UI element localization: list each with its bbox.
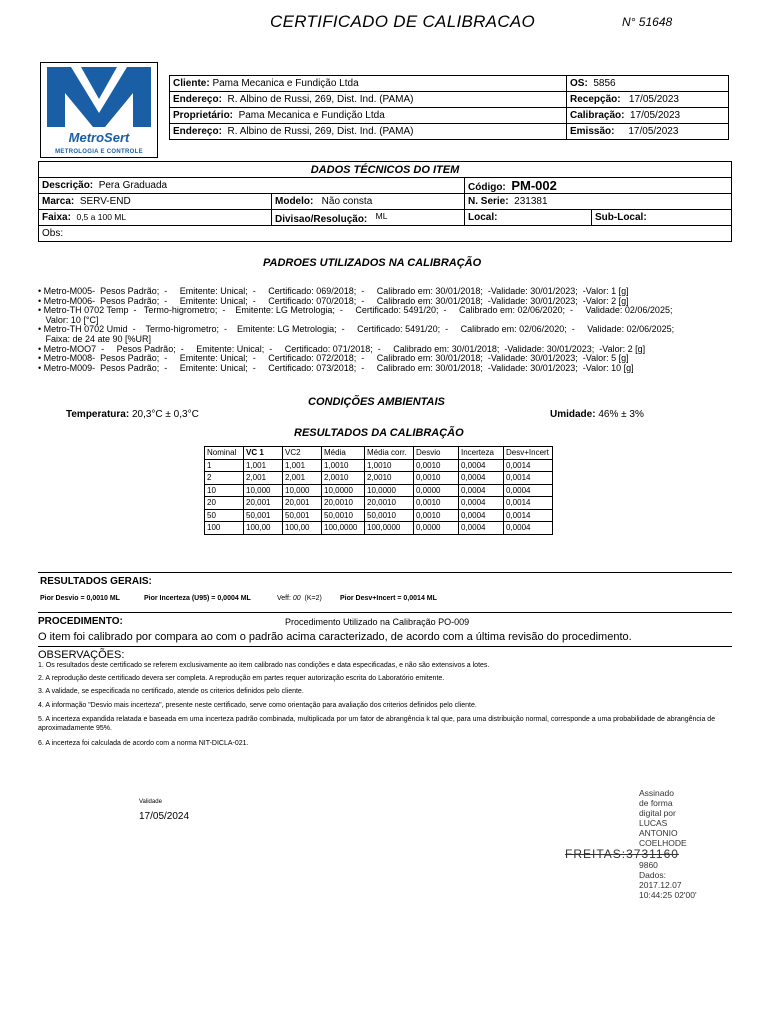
emissao-row: Emissão: 17/05/2023 (567, 124, 729, 140)
codigo-cell: Código: PM-002 (465, 178, 732, 194)
table-row (205, 497, 553, 510)
results-cell: 0,0014 (504, 472, 553, 485)
padrao-line: Faixa: de 24 ate 90 [%UR] (38, 333, 152, 344)
results-cell: 0,0004 (504, 522, 553, 535)
serie-cell: N. Serie: 231381 (465, 194, 732, 210)
results-cell: 100,0000 (322, 522, 365, 535)
results-cell: 100,0000 (365, 522, 414, 535)
results-cell: 0,0004 (504, 484, 553, 497)
logo-subtext: METROLOGIA E CONTROLE (55, 149, 143, 155)
condicoes-title: CONDIÇÕES AMBIENTAIS (308, 396, 445, 408)
table-row (205, 522, 553, 535)
client-info-table (169, 75, 729, 140)
temperature: Temperatura: 20,3°C ± 0,3°C (66, 409, 199, 420)
padroes-list (38, 287, 738, 373)
obs-item: 1. Os resultados deste certificado se referem exclusivamente ao item calibrado nas condições e data especificadas, e não são extensivos a lotes. (38, 662, 490, 669)
obs-item: 4. A informação "Desvio mais incerteza", presente neste certificado, serve como orientação para avaliação dos criterios definidos pelo cliente. (38, 702, 477, 709)
owner-row: Proprietário: Pama Mecanica e Fundição Ltda (170, 108, 567, 124)
digital-signature: Assinado de forma digital por LUCAS ANTONIO COELHODE (639, 788, 687, 848)
padrao-line: • Metro-TH 0702 Umid - Termo-higrometro; - Emitente: LG Metrologia; - Certificado: 5491/20; - Calibrado em: 02/06/2020; - Validade: 02/06/2025; (38, 324, 675, 335)
divider (38, 646, 732, 647)
results-cell: 0,0010 (414, 497, 459, 510)
address-row: Endereço: R. Albino de Russi, 269, Dist. Ind. (PAMA) (170, 92, 567, 108)
results-cell: 1 (205, 459, 244, 472)
table-row (205, 484, 553, 497)
obs-item: 6. A incerteza foi calculada de acordo com a norma NIT-DICLA-021. (38, 740, 249, 747)
results-cell: 0,0010 (414, 459, 459, 472)
procedimento-text: O item foi calibrado por compara ao com o padrão acima caracterizado, de acordo com a última revisão do procedimento. (38, 631, 632, 643)
results-cell: 1,001 (283, 459, 322, 472)
table-row (205, 509, 553, 522)
calibracao-row: Calibração: 17/05/2023 (567, 108, 729, 124)
results-table (204, 446, 553, 535)
item-data-table (38, 161, 732, 242)
results-cell: 50,0010 (365, 509, 414, 522)
results-cell: 10,000 (244, 484, 283, 497)
obs-item: 3. A validade, se especificada no certificado, atende os criterios definidos pelo cliente. (38, 688, 304, 695)
results-header-cell: Nominal (205, 447, 244, 460)
padrao-line: • Metro-MOO7 - Pesos Padrão; - Emitente: Unical; - Certificado: 071/2018; - Calibrado em: 30/01/2018; -Validade: 30/01/2023; -Valor: 2 [g] (38, 343, 646, 354)
client-row: Cliente: Pama Mecanica e Fundição Ltda (170, 76, 567, 92)
results-cell: 0,0000 (414, 522, 459, 535)
results-cell: 100,00 (244, 522, 283, 535)
results-cell: 2,001 (283, 472, 322, 485)
padrao-line: • Metro-M009- Pesos Padrão; - Emitente: Unical; - Certificado: 073/2018; - Calibrado em: 30/01/2018; -Validade: 30/01/2023; -Valor: 10 [g] (38, 362, 634, 373)
pior-desvio: Pior Desvio = 0,0010 ML (40, 595, 120, 602)
veff: Veff: 00 (K=2) (277, 595, 322, 602)
divider (38, 612, 732, 613)
results-cell: 1,001 (244, 459, 283, 472)
results-cell: 0,0004 (459, 497, 504, 510)
results-cell: 2 (205, 472, 244, 485)
obs-item: 2. A reprodução deste certificado devera ser completa. A reprodução em partes requer autorização escrita do Laboratório emitente. (38, 675, 445, 682)
padrao-line: Valor: 10 [°C] (38, 314, 99, 325)
table-row (205, 472, 553, 485)
results-header-cell: Incerteza (459, 447, 504, 460)
certificate-title: CERTIFICADO DE CALIBRACAO (270, 12, 536, 31)
obs-cell: Obs: (39, 226, 732, 242)
results-cell: 0,0004 (459, 484, 504, 497)
results-cell: 20,001 (283, 497, 322, 510)
obs-item: 5. A incerteza expandida relatada e baseada em uma incerteza padrão combinada, multiplicada por um fator de abrangência k tal que, para uma distribuição normal, corresponde a uma probabilidade de abrangência de aproximadamente 95%. (38, 716, 716, 732)
results-cell: 100 (205, 522, 244, 535)
signature-details: 9860 Dados: 2017.12.07 10:44:25 02'00' (639, 860, 697, 900)
results-header-cell: Média corr. (365, 447, 414, 460)
results-header-cell: VC 1 (244, 447, 283, 460)
padrao-line: • Metro-M006- Pesos Padrão; - Emitente: Unical; - Certificado: 070/2018; - Calibrado em: 30/01/2018; -Validade: 30/01/2023; -Valor: 2 [g] (38, 295, 629, 306)
results-cell: 0,0004 (459, 472, 504, 485)
results-cell: 0,0010 (414, 509, 459, 522)
padrao-line: • Metro-M008- Pesos Padrão; - Emitente: Unical; - Certificado: 072/2018; - Calibrado em: 30/01/2018; -Validade: 30/01/2023; -Valor: 5 [g] (38, 353, 629, 364)
local-cell: Local: (465, 210, 592, 226)
results-cell: 50,001 (244, 509, 283, 522)
results-cell: 10,000 (283, 484, 322, 497)
validade-date: 17/05/2024 (139, 811, 190, 822)
results-cell: 0,0010 (414, 472, 459, 485)
results-cell: 1,0010 (322, 459, 365, 472)
gerais-title: RESULTADOS GERAIS: (40, 576, 152, 587)
procedimento-label: PROCEDIMENTO: (38, 616, 123, 627)
results-cell: 20 (205, 497, 244, 510)
results-cell: 2,0010 (322, 472, 365, 485)
resultados-title: RESULTADOS DA CALIBRAÇÃO (294, 427, 464, 439)
results-cell: 0,0004 (459, 509, 504, 522)
results-cell: 50,001 (283, 509, 322, 522)
results-cell: 0,0014 (504, 497, 553, 510)
metrosert-logo (40, 62, 158, 158)
padrao-line: • Metro-M005- Pesos Padrão; - Emitente: Unical; - Certificado: 069/2018; - Calibrado em: 30/01/2018; -Validade: 30/01/2023; -Valor: 1 [g] (38, 286, 629, 296)
results-cell: 20,0010 (322, 497, 365, 510)
os-row: OS: 5856 (567, 76, 729, 92)
item-section-title: DADOS TÉCNICOS DO ITEM (39, 162, 732, 178)
marca-cell: Marca: SERV-END (39, 194, 272, 210)
observacoes-label: OBSERVAÇÕES: (38, 649, 125, 661)
padrao-line: • Metro-TH 0702 Temp - Termo-higrometro; - Emitente: LG Metrologia; - Certificado: 5491/20; - Calibrado em: 02/06/2020; - Validade: 02/06/2025; (38, 305, 673, 316)
descricao-cell: Descrição: Pera Graduada (39, 178, 465, 194)
pior-incerteza: Pior Incerteza (U95) = 0,0004 ML (144, 595, 251, 602)
humidity: Umidade: 46% ± 3% (550, 409, 644, 420)
faixa-cell: Faixa: 0,5 a 100 ML (39, 210, 272, 226)
results-header-cell: Média (322, 447, 365, 460)
results-cell: 100,00 (283, 522, 322, 535)
results-header-cell: Desvio (414, 447, 459, 460)
logo-text: MetroSert (68, 130, 130, 145)
results-cell: 0,0000 (414, 484, 459, 497)
results-cell: 0,0004 (459, 459, 504, 472)
results-header-cell: VC2 (283, 447, 322, 460)
results-cell: 20,0010 (365, 497, 414, 510)
owner-address-row: Endereço: R. Albino de Russi, 269, Dist. Ind. (PAMA) (170, 124, 567, 140)
pior-desv-incert: Pior Desv+Incert = 0,0014 ML (340, 595, 437, 602)
results-cell: 50 (205, 509, 244, 522)
certificate-number: N° 51648 (622, 15, 673, 29)
padroes-title: PADROES UTILIZADOS NA CALIBRAÇÃO (263, 257, 482, 269)
recepcao-row: Recepção: 17/05/2023 (567, 92, 729, 108)
results-cell: 0,0004 (459, 522, 504, 535)
sublocal-cell: Sub-Local: (592, 210, 732, 226)
procedimento-ref: Procedimento Utilizado na Calibração PO-009 (285, 617, 470, 627)
table-row (205, 459, 553, 472)
results-cell: 10 (205, 484, 244, 497)
results-cell: 2,001 (244, 472, 283, 485)
signature-name: FREITAS:3731160 (565, 847, 679, 861)
results-cell: 0,0014 (504, 509, 553, 522)
modelo-cell: Modelo: Não consta (272, 194, 465, 210)
divider (38, 572, 732, 573)
results-cell: 20,001 (244, 497, 283, 510)
results-cell: 0,0014 (504, 459, 553, 472)
results-cell: 2,0010 (365, 472, 414, 485)
divisao-cell: Divisao/Resolução: $^{ML}$ (272, 210, 465, 226)
results-header-cell: Desv+Incert (504, 447, 553, 460)
results-cell: 10,0000 (365, 484, 414, 497)
validade-label: Validade (139, 799, 162, 805)
results-cell: 50,0010 (322, 509, 365, 522)
results-cell: 10,0000 (322, 484, 365, 497)
results-cell: 1,0010 (365, 459, 414, 472)
